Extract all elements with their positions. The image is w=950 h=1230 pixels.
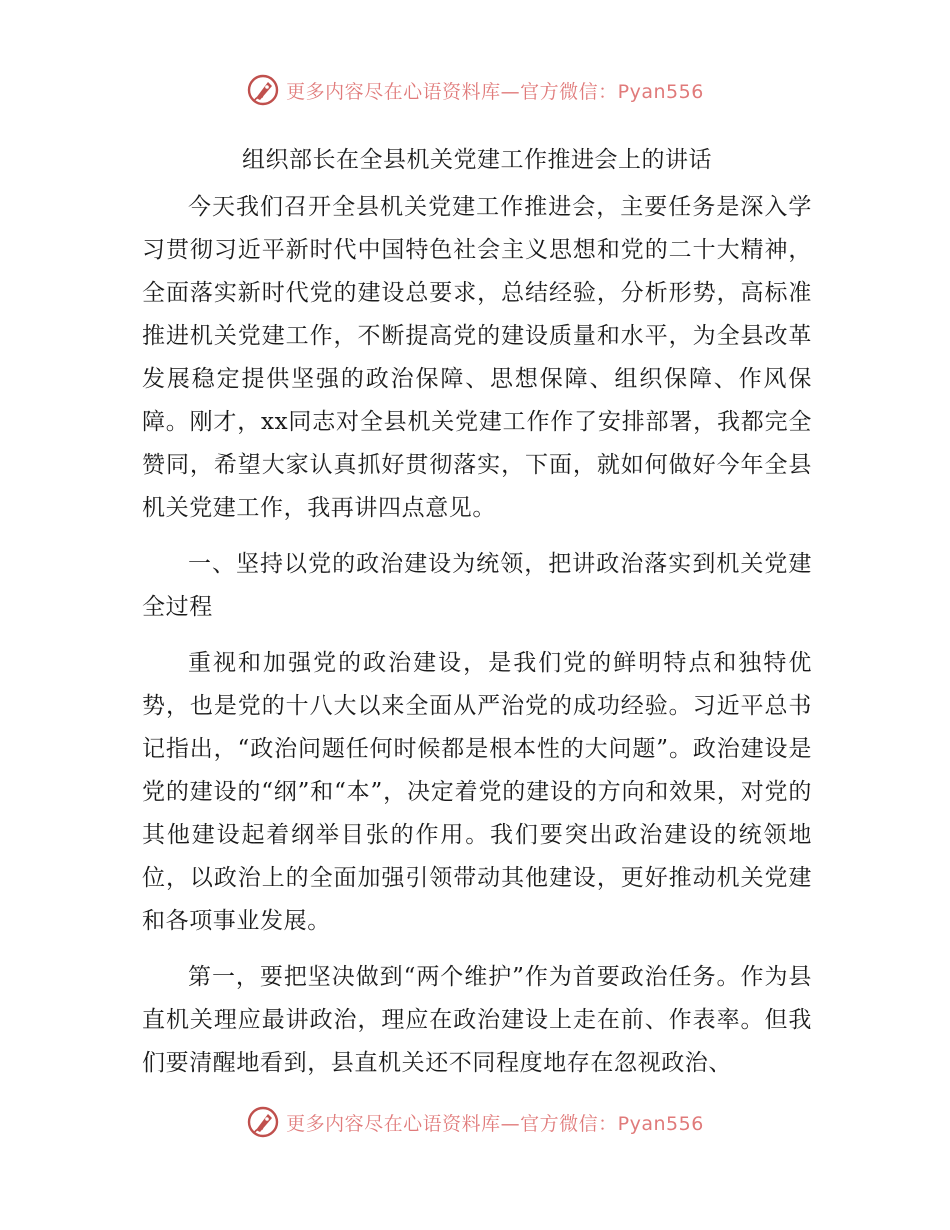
page-title: 组织部长在全县机关党建工作推进会上的讲话 <box>242 147 712 173</box>
paragraph-political-building: 重视和加强党的政治建设，是我们党的鲜明特点和独特优势，也是党的十八大以来全面从严治党的成功经验。习近平总书记指出，“政治问题任何时候都是根本性的大问题”。政治建设是党的建设的“纲”和“本”，决定着党的建设的方向和效果，对党的其他建设起着纲举目张的作用。我们要突出政治建设的统领地位，以政治上的全面加强引领带动其他建设，更好推动机关党建和各项事业发展。 <box>142 650 812 934</box>
document-body <box>142 140 812 1098</box>
footer-watermark <box>0 1102 950 1142</box>
pen-nib-icon <box>246 1105 280 1139</box>
watermark-text: 更多内容尽在心语资料库—官方微信：Pyan556 <box>286 1112 704 1135</box>
paragraph-first-point: 第一，要把坚决做到“两个维护”作为首要政治任务。作为县直机关理应最讲政治，理应在政治建设上走在前、作表率。但我们要清醒地看到，县直机关还不同程度地存在忽视政治、 <box>142 964 812 1076</box>
paragraph-intro: 今天我们召开全县机关党建工作推进会，主要任务是深入学习贯彻习近平新时代中国特色社会主义思想和党的二十大精神，全面落实新时代党的建设总要求，总结经验，分析形势，高标准推进机关党建工作，不断提高党的建设质量和水平，为全县改革发展稳定提供坚强的政治保障、思想保障、组织保障、作风保障。刚才，xx同志对全县机关党建工作作了安排部署，我都完全赞同，希望大家认真抓好贯彻落实，下面，就如何做好今年全县机关党建工作，我再讲四点意见。 <box>142 194 812 521</box>
section-heading-one: 一、坚持以党的政治建设为统领，把讲政治落实到机关党建全过程 <box>142 551 812 620</box>
header-watermark <box>0 70 950 110</box>
pen-nib-icon <box>246 73 280 107</box>
watermark-text: 更多内容尽在心语资料库—官方微信：Pyan556 <box>286 80 704 103</box>
